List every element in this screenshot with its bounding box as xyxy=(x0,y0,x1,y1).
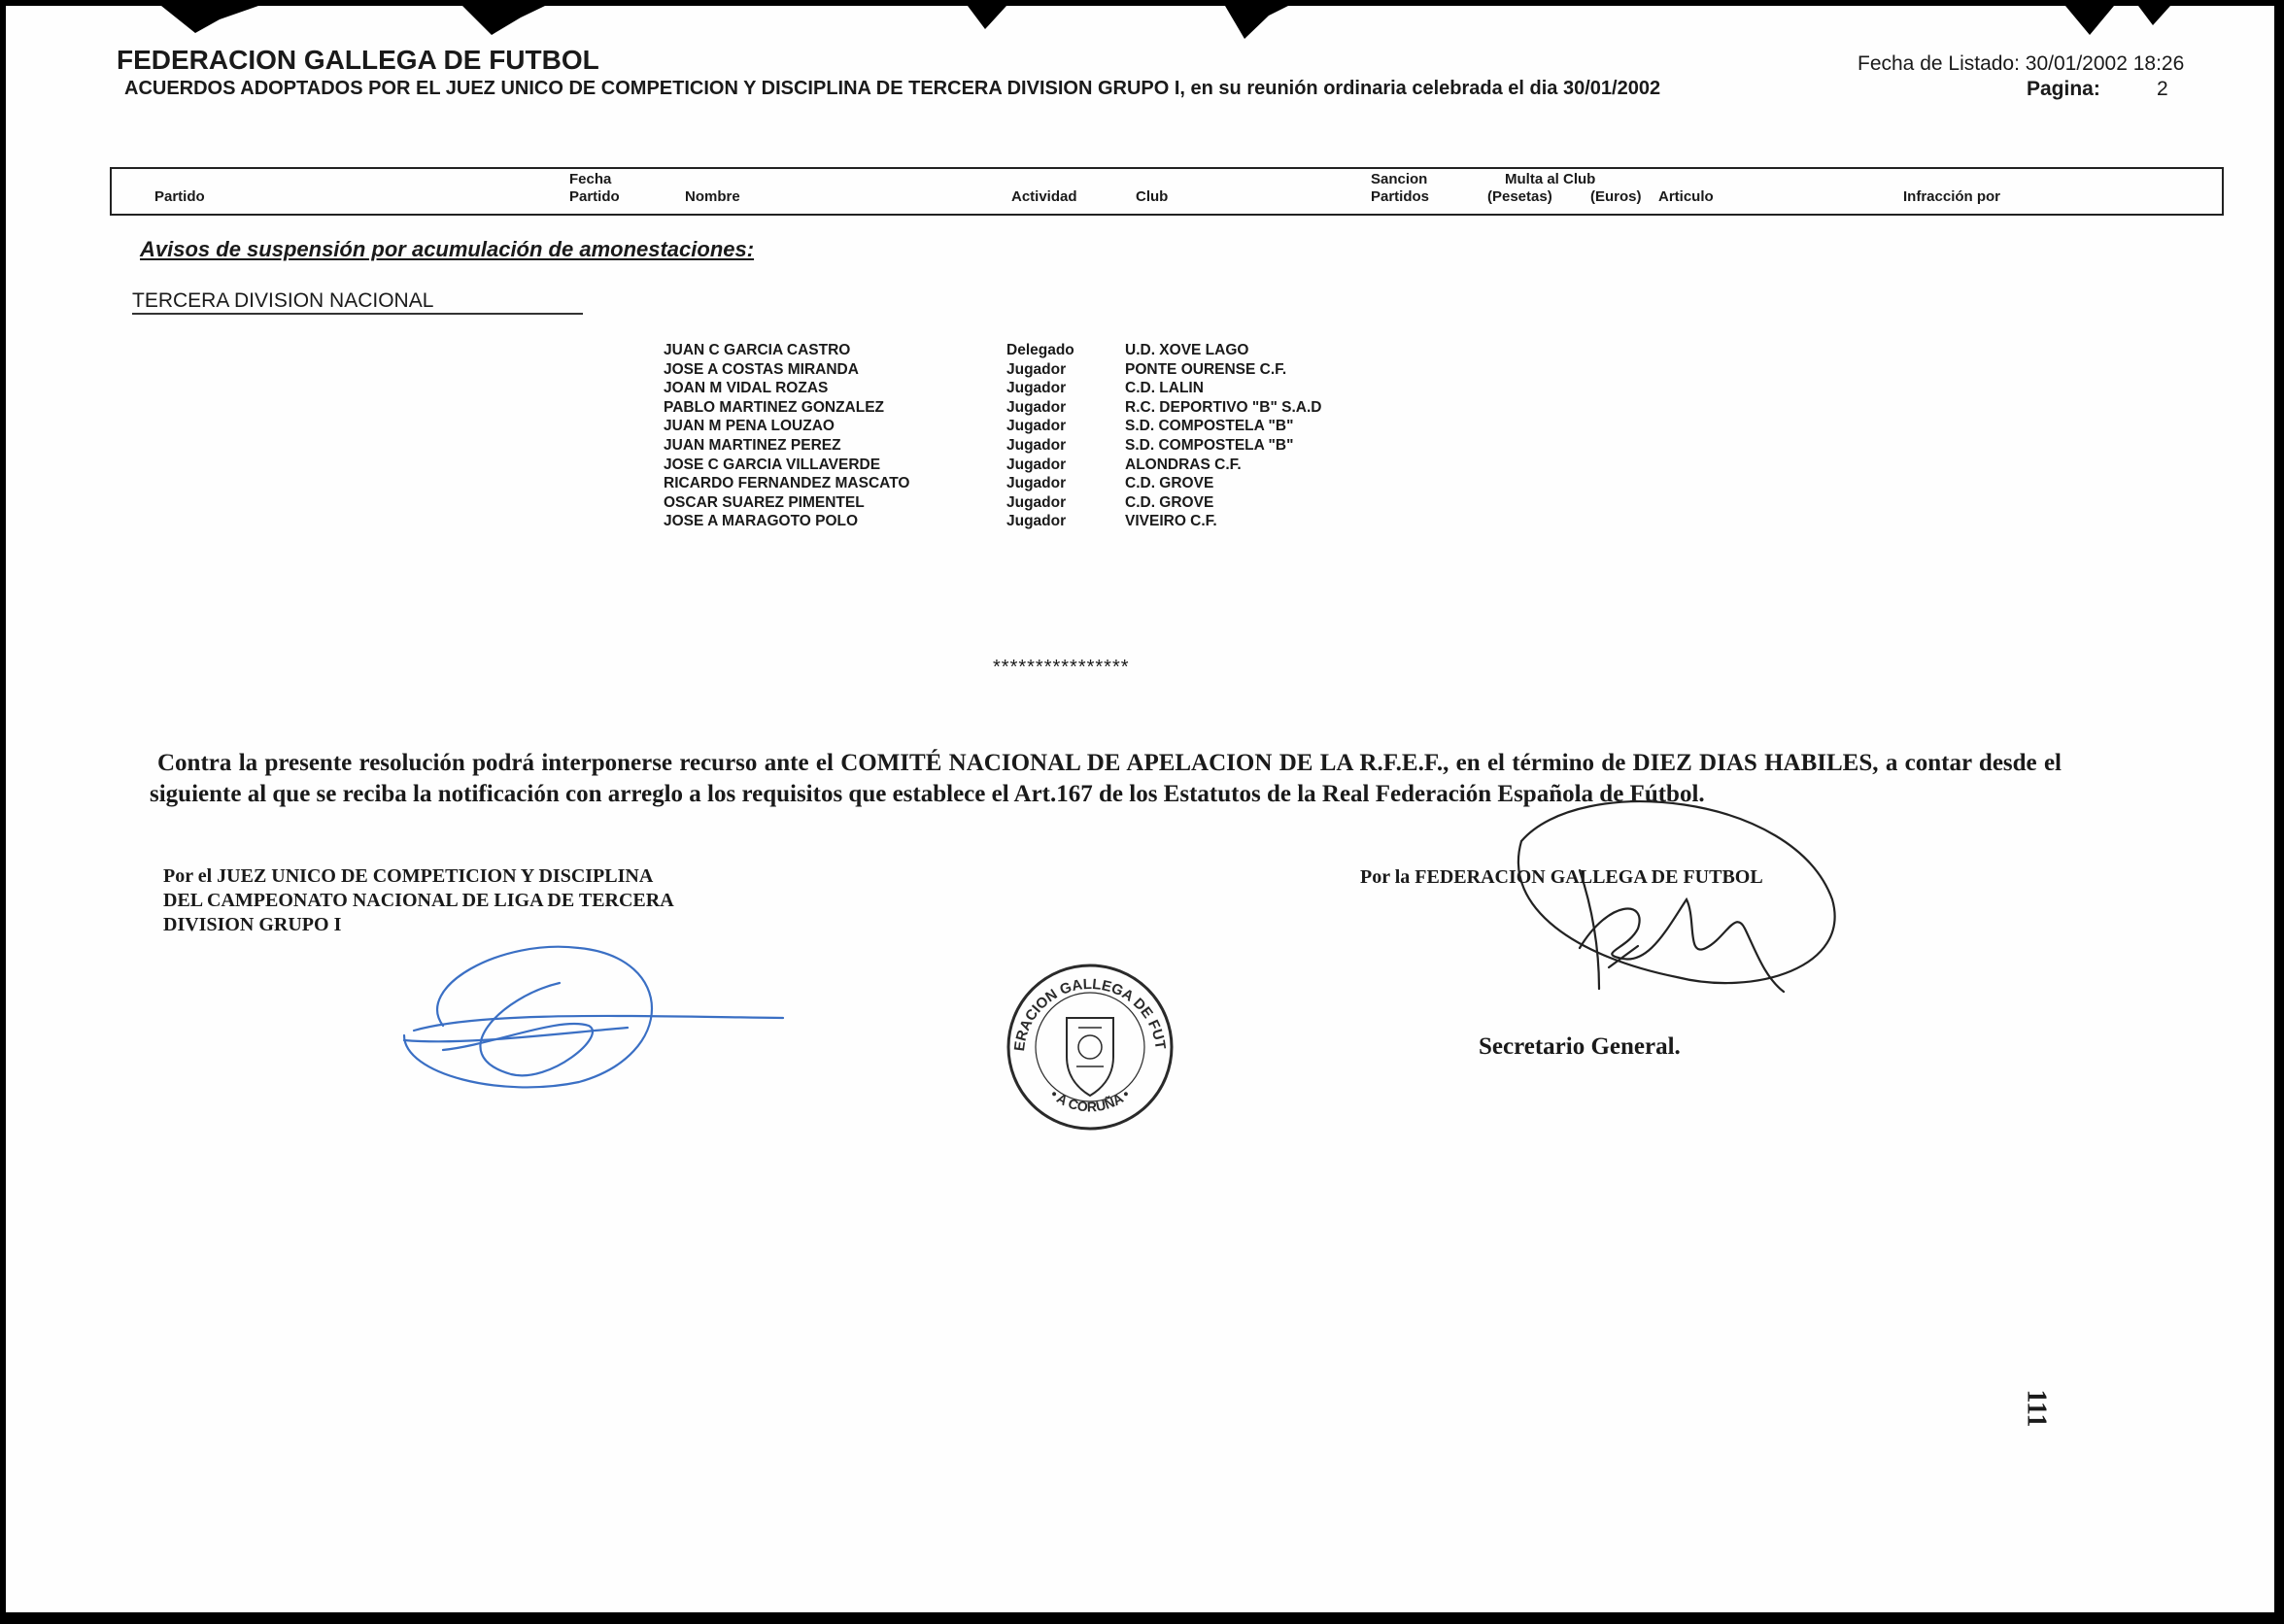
player-activity: Jugador xyxy=(1006,360,1067,378)
player-name: JUAN MARTINEZ PEREZ xyxy=(664,436,841,454)
svg-text:FEDERACION GALLEGA DE FUTBOL: FEDERACION GALLEGA DE FUTBOL xyxy=(997,947,1169,1053)
listing-date: Fecha de Listado: 30/01/2002 18:26 xyxy=(1858,52,2185,75)
section-title: Avisos de suspensión por acumulación de amonestaciones: xyxy=(140,237,755,261)
col-partidos: Partidos xyxy=(1371,188,1430,205)
col-fecha: Fecha xyxy=(569,171,612,187)
federation-seal xyxy=(997,947,1177,1134)
player-activity: Jugador xyxy=(1006,493,1067,511)
player-name: JUAN C GARCIA CASTRO xyxy=(664,342,851,358)
player-activity: Jugador xyxy=(1006,513,1067,530)
secretary-title: Secretario General. xyxy=(1479,1033,1681,1060)
player-club: ALONDRAS C.F. xyxy=(1125,456,1242,473)
player-name: JUAN M PENA LOUZAO xyxy=(664,418,835,435)
col-partido: Partido xyxy=(154,188,205,205)
col-euros: (Euros) xyxy=(1590,188,1642,205)
player-name: JOSE A COSTAS MIRANDA xyxy=(664,360,859,378)
margin-page-number: 111 xyxy=(2021,1389,2052,1428)
player-activity: Jugador xyxy=(1006,398,1067,416)
col-infraccion: Infracción por xyxy=(1903,188,2001,205)
col-pesetas: (Pesetas) xyxy=(1487,188,1552,205)
separator-stars: **************** xyxy=(993,657,1130,678)
player-activity: Jugador xyxy=(1006,418,1067,435)
col-nombre: Nombre xyxy=(685,188,740,205)
col-actividad: Actividad xyxy=(1011,188,1077,205)
player-name: JOSE C GARCIA VILLAVERDE xyxy=(664,456,881,473)
document-page xyxy=(6,6,2274,1612)
player-club: R.C. DEPORTIVO "B" S.A.D xyxy=(1125,398,1322,416)
legal-notice: Contra la presente resolución podrá interponerse recurso ante el COMITÉ NACIONAL DE APELACION DE LA R.F.E.F., en el término de DIEZ DIAS HABILES, a contar desde el siguiente al que se reciba la notificación con arreglo a los requisitos que establece el Art.167 de los Estatutos de la Real Federación Española de Fútbol. xyxy=(150,750,2062,807)
player-name: RICARDO FERNANDEZ MASCATO xyxy=(664,475,910,492)
player-activity: Jugador xyxy=(1006,475,1067,492)
col-fecha-partido: Partido xyxy=(569,188,620,205)
svg-text:• A CORUÑA •: • A CORUÑA • xyxy=(1047,1086,1133,1115)
player-activity: Jugador xyxy=(1006,436,1067,454)
judge-line-1: Por el JUEZ UNICO DE COMPETICION Y DISCIPLINA xyxy=(163,865,654,887)
col-multa: Multa al Club xyxy=(1505,171,1596,187)
page-label: Pagina: xyxy=(2027,78,2100,100)
judge-line-2: DEL CAMPEONATO NACIONAL DE LIGA DE TERCERA xyxy=(163,890,674,911)
judge-signature xyxy=(385,909,802,1103)
player-club: VIVEIRO C.F. xyxy=(1125,513,1217,530)
column-header-box xyxy=(110,167,2224,216)
player-activity: Jugador xyxy=(1006,456,1067,473)
player-club: C.D. GROVE xyxy=(1125,493,1214,511)
player-club: S.D. COMPOSTELA "B" xyxy=(1125,418,1294,435)
col-club: Club xyxy=(1136,188,1169,205)
organization-title: FEDERACION GALLEGA DE FUTBOL xyxy=(117,45,599,75)
judge-line-3: DIVISION GRUPO I xyxy=(163,914,342,935)
player-club: S.D. COMPOSTELA "B" xyxy=(1125,436,1294,454)
player-club: C.D. LALIN xyxy=(1125,380,1204,397)
player-name: PABLO MARTINEZ GONZALEZ xyxy=(664,398,885,416)
federation-signature-label: Por la FEDERACION GALLEGA DE FUTBOL xyxy=(1360,866,1763,888)
player-name: JOAN M VIDAL ROZAS xyxy=(664,380,829,397)
col-articulo: Articulo xyxy=(1658,188,1714,205)
player-activity: Jugador xyxy=(1006,380,1067,397)
player-name: JOSE A MARAGOTO POLO xyxy=(664,513,859,530)
player-activity: Delegado xyxy=(1006,342,1074,358)
player-club: C.D. GROVE xyxy=(1125,475,1214,492)
player-name: OSCAR SUAREZ PIMENTEL xyxy=(664,493,865,511)
player-club: U.D. XOVE LAGO xyxy=(1125,342,1249,358)
document-subtitle: ACUERDOS ADOPTADOS POR EL JUEZ UNICO DE COMPETICION Y DISCIPLINA DE TERCERA DIVISION GRUPO I, en su reunión ordinaria celebrada el dia 30/01/2002 xyxy=(124,78,1661,99)
col-sancion: Sancion xyxy=(1371,171,1428,187)
division-underline xyxy=(132,313,583,315)
player-club: PONTE OURENSE C.F. xyxy=(1125,360,1287,378)
secretary-signature xyxy=(1502,783,1871,1026)
page-number: 2 xyxy=(2157,78,2168,100)
division-heading: TERCERA DIVISION NACIONAL xyxy=(132,289,434,312)
